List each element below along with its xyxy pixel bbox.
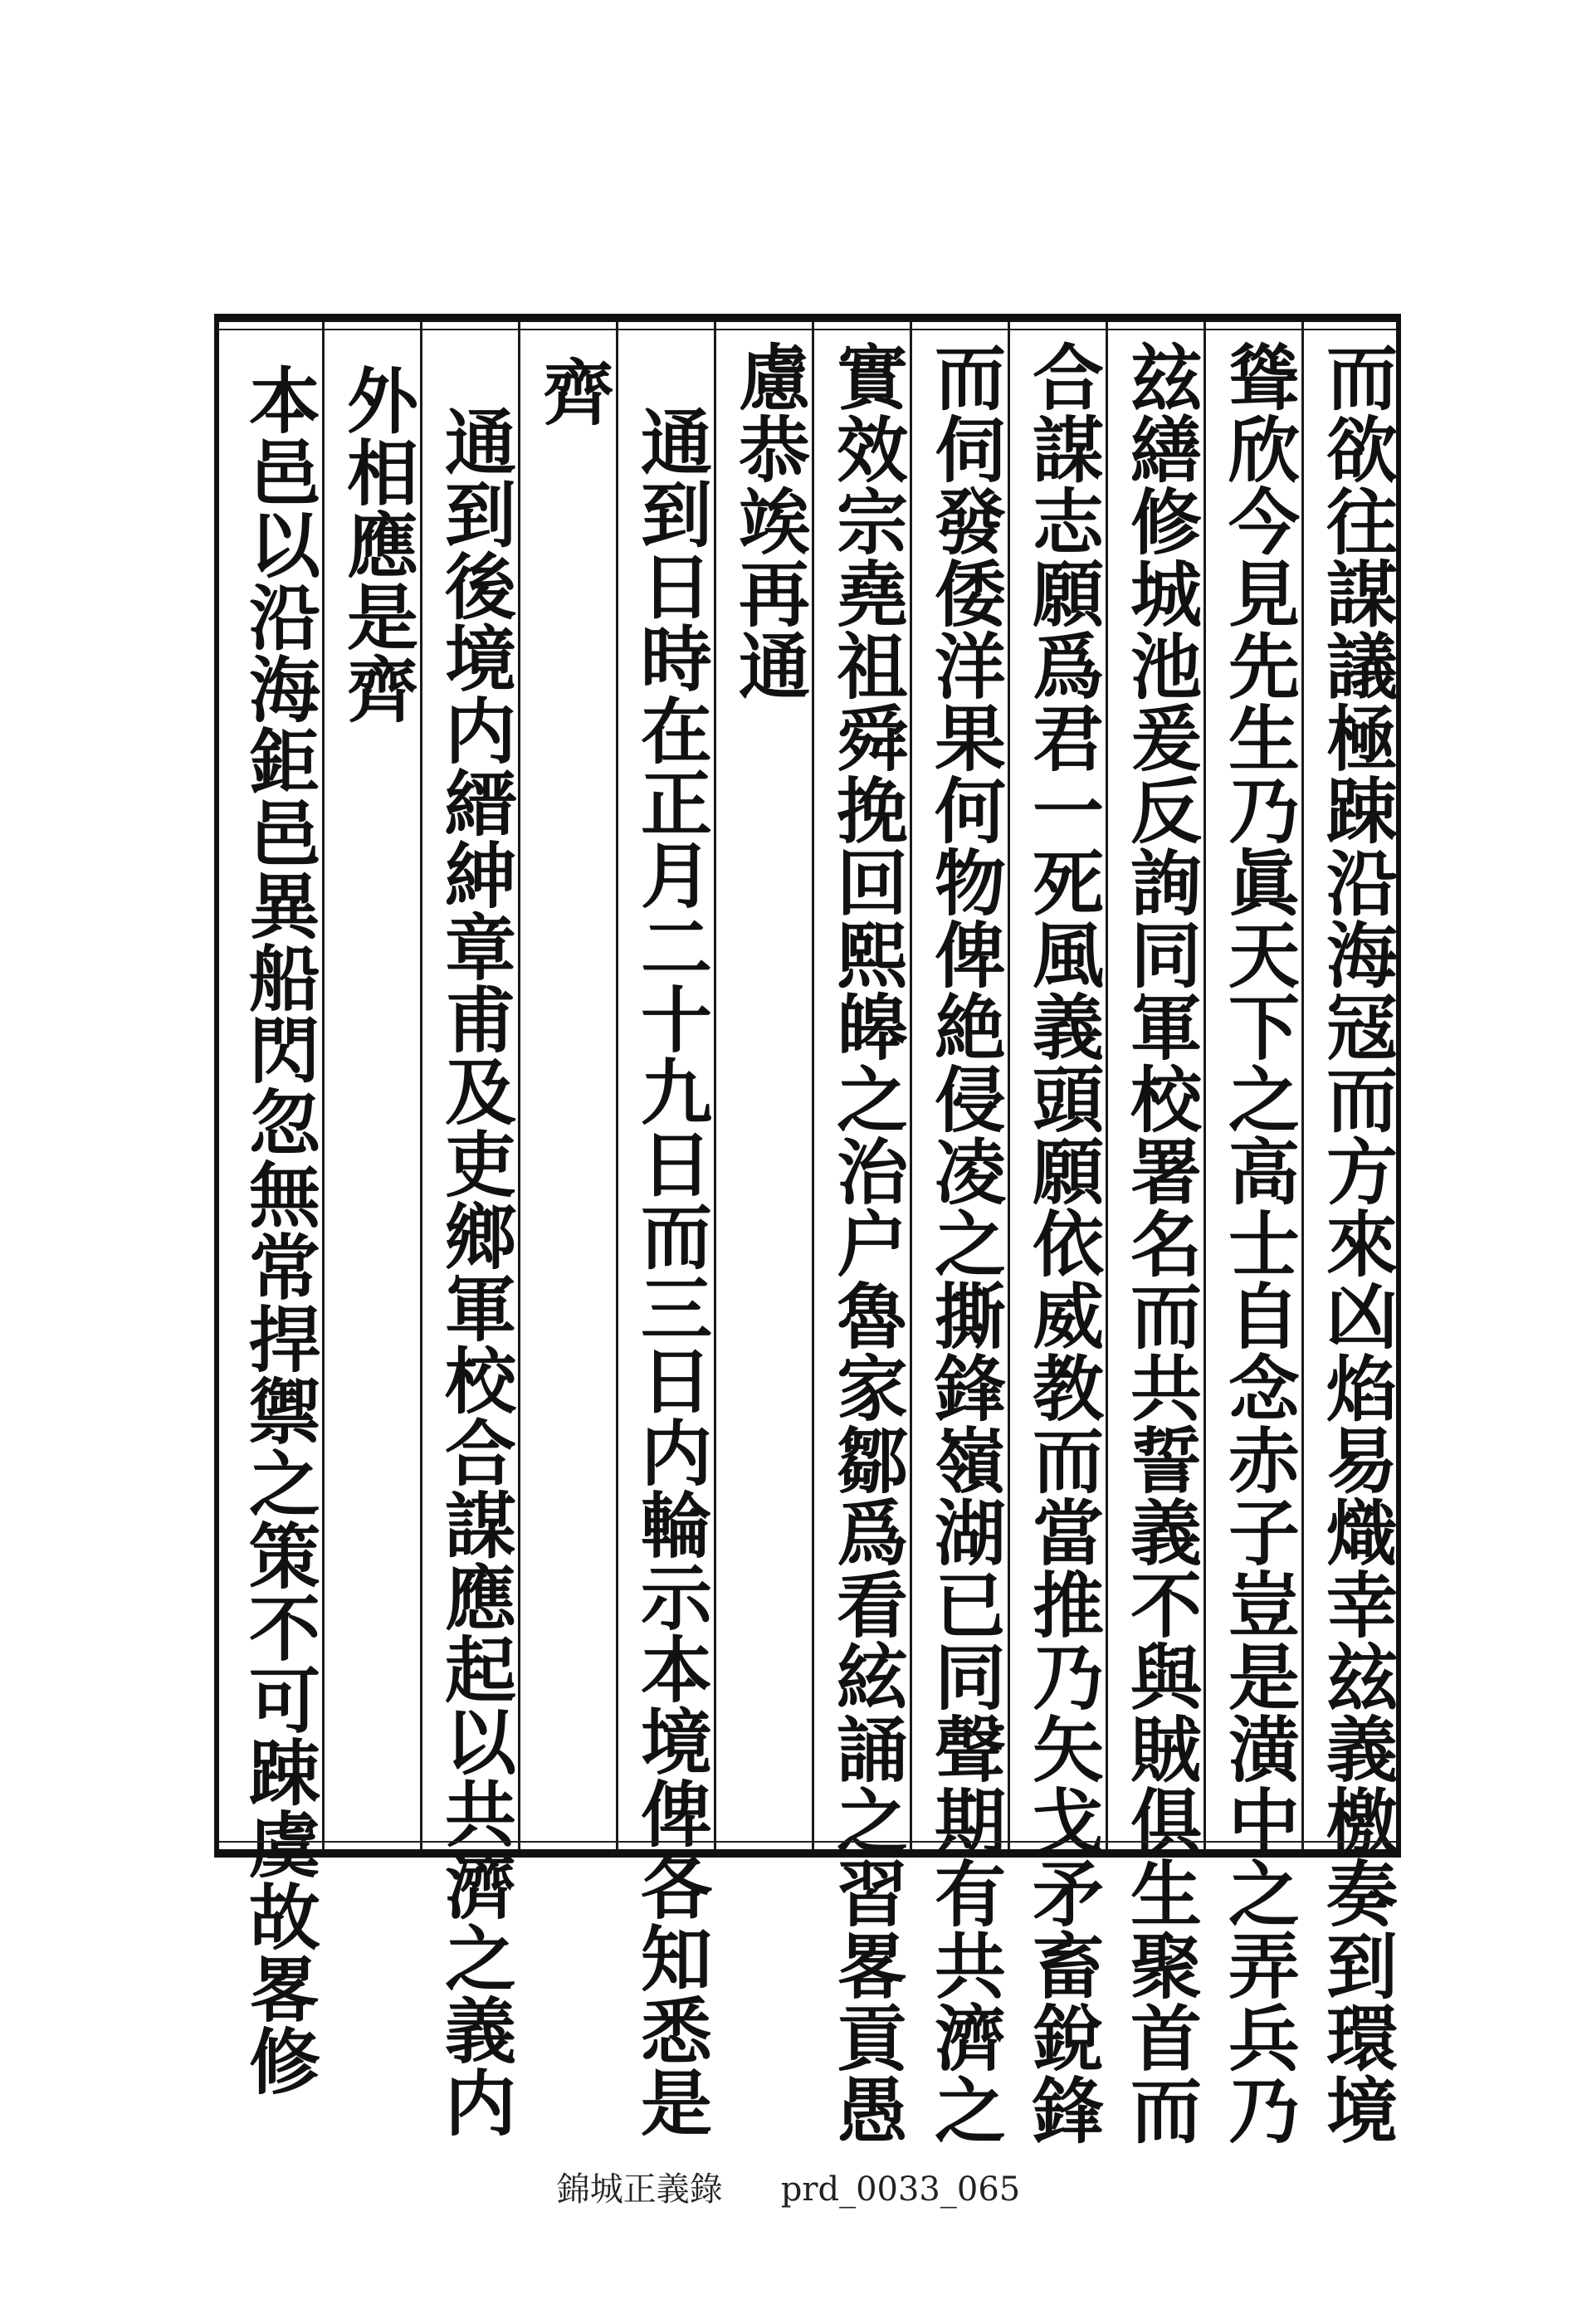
text-column-2: 聳欣今見先生乃眞天下之高士自念赤子豈是潢中之弄兵乃 xyxy=(1216,340,1300,2146)
text-column-6: 實效宗堯祖舜挽回熙皞之治户魯家鄒爲看絃誦之習畧貢愚 xyxy=(824,340,908,2146)
text-column-10: 通到後境内縉紳章甫及吏鄉軍校合謀應起以共濟之義内 xyxy=(432,405,516,2138)
page-identifier: prd_0033_065 xyxy=(780,2170,1021,2209)
page-footer xyxy=(0,2163,1577,2210)
text-column-1: 而欲往謀議極踈沿海冦而方來凶焰易熾幸玆義檄奏到環境 xyxy=(1314,340,1398,2146)
text-column-7: 慮恭竢再通 xyxy=(726,340,810,701)
text-column-3: 玆繕修城池爰反詢同軍校署名而共誓義不與賊俱生聚首而 xyxy=(1118,340,1202,2146)
text-column-8: 通到日時在正月二十九日而三日内輪示本境俾各知悉是 xyxy=(628,405,712,2138)
text-column-12: 本邑以沿海鉅邑異船閃忽無常捍禦之策不可踈虞故畧修 xyxy=(237,364,320,2097)
text-column-11: 外相應是齊 xyxy=(334,364,418,725)
column-rule xyxy=(616,322,618,1849)
printed-block-frame xyxy=(214,314,1401,2146)
text-column-9: 齊 xyxy=(530,355,614,427)
text-column-5: 而伺發倭洋果何物俾絶侵凌之撕鋒嶺湖已同聲期有共濟之 xyxy=(922,340,1006,2146)
book-title: 錦城正義錄 xyxy=(556,2170,723,2209)
text-column-4: 合謀志願爲君一死風義頭願依威教而當推乃矢戈矛畜銳鋒 xyxy=(1020,340,1104,2146)
